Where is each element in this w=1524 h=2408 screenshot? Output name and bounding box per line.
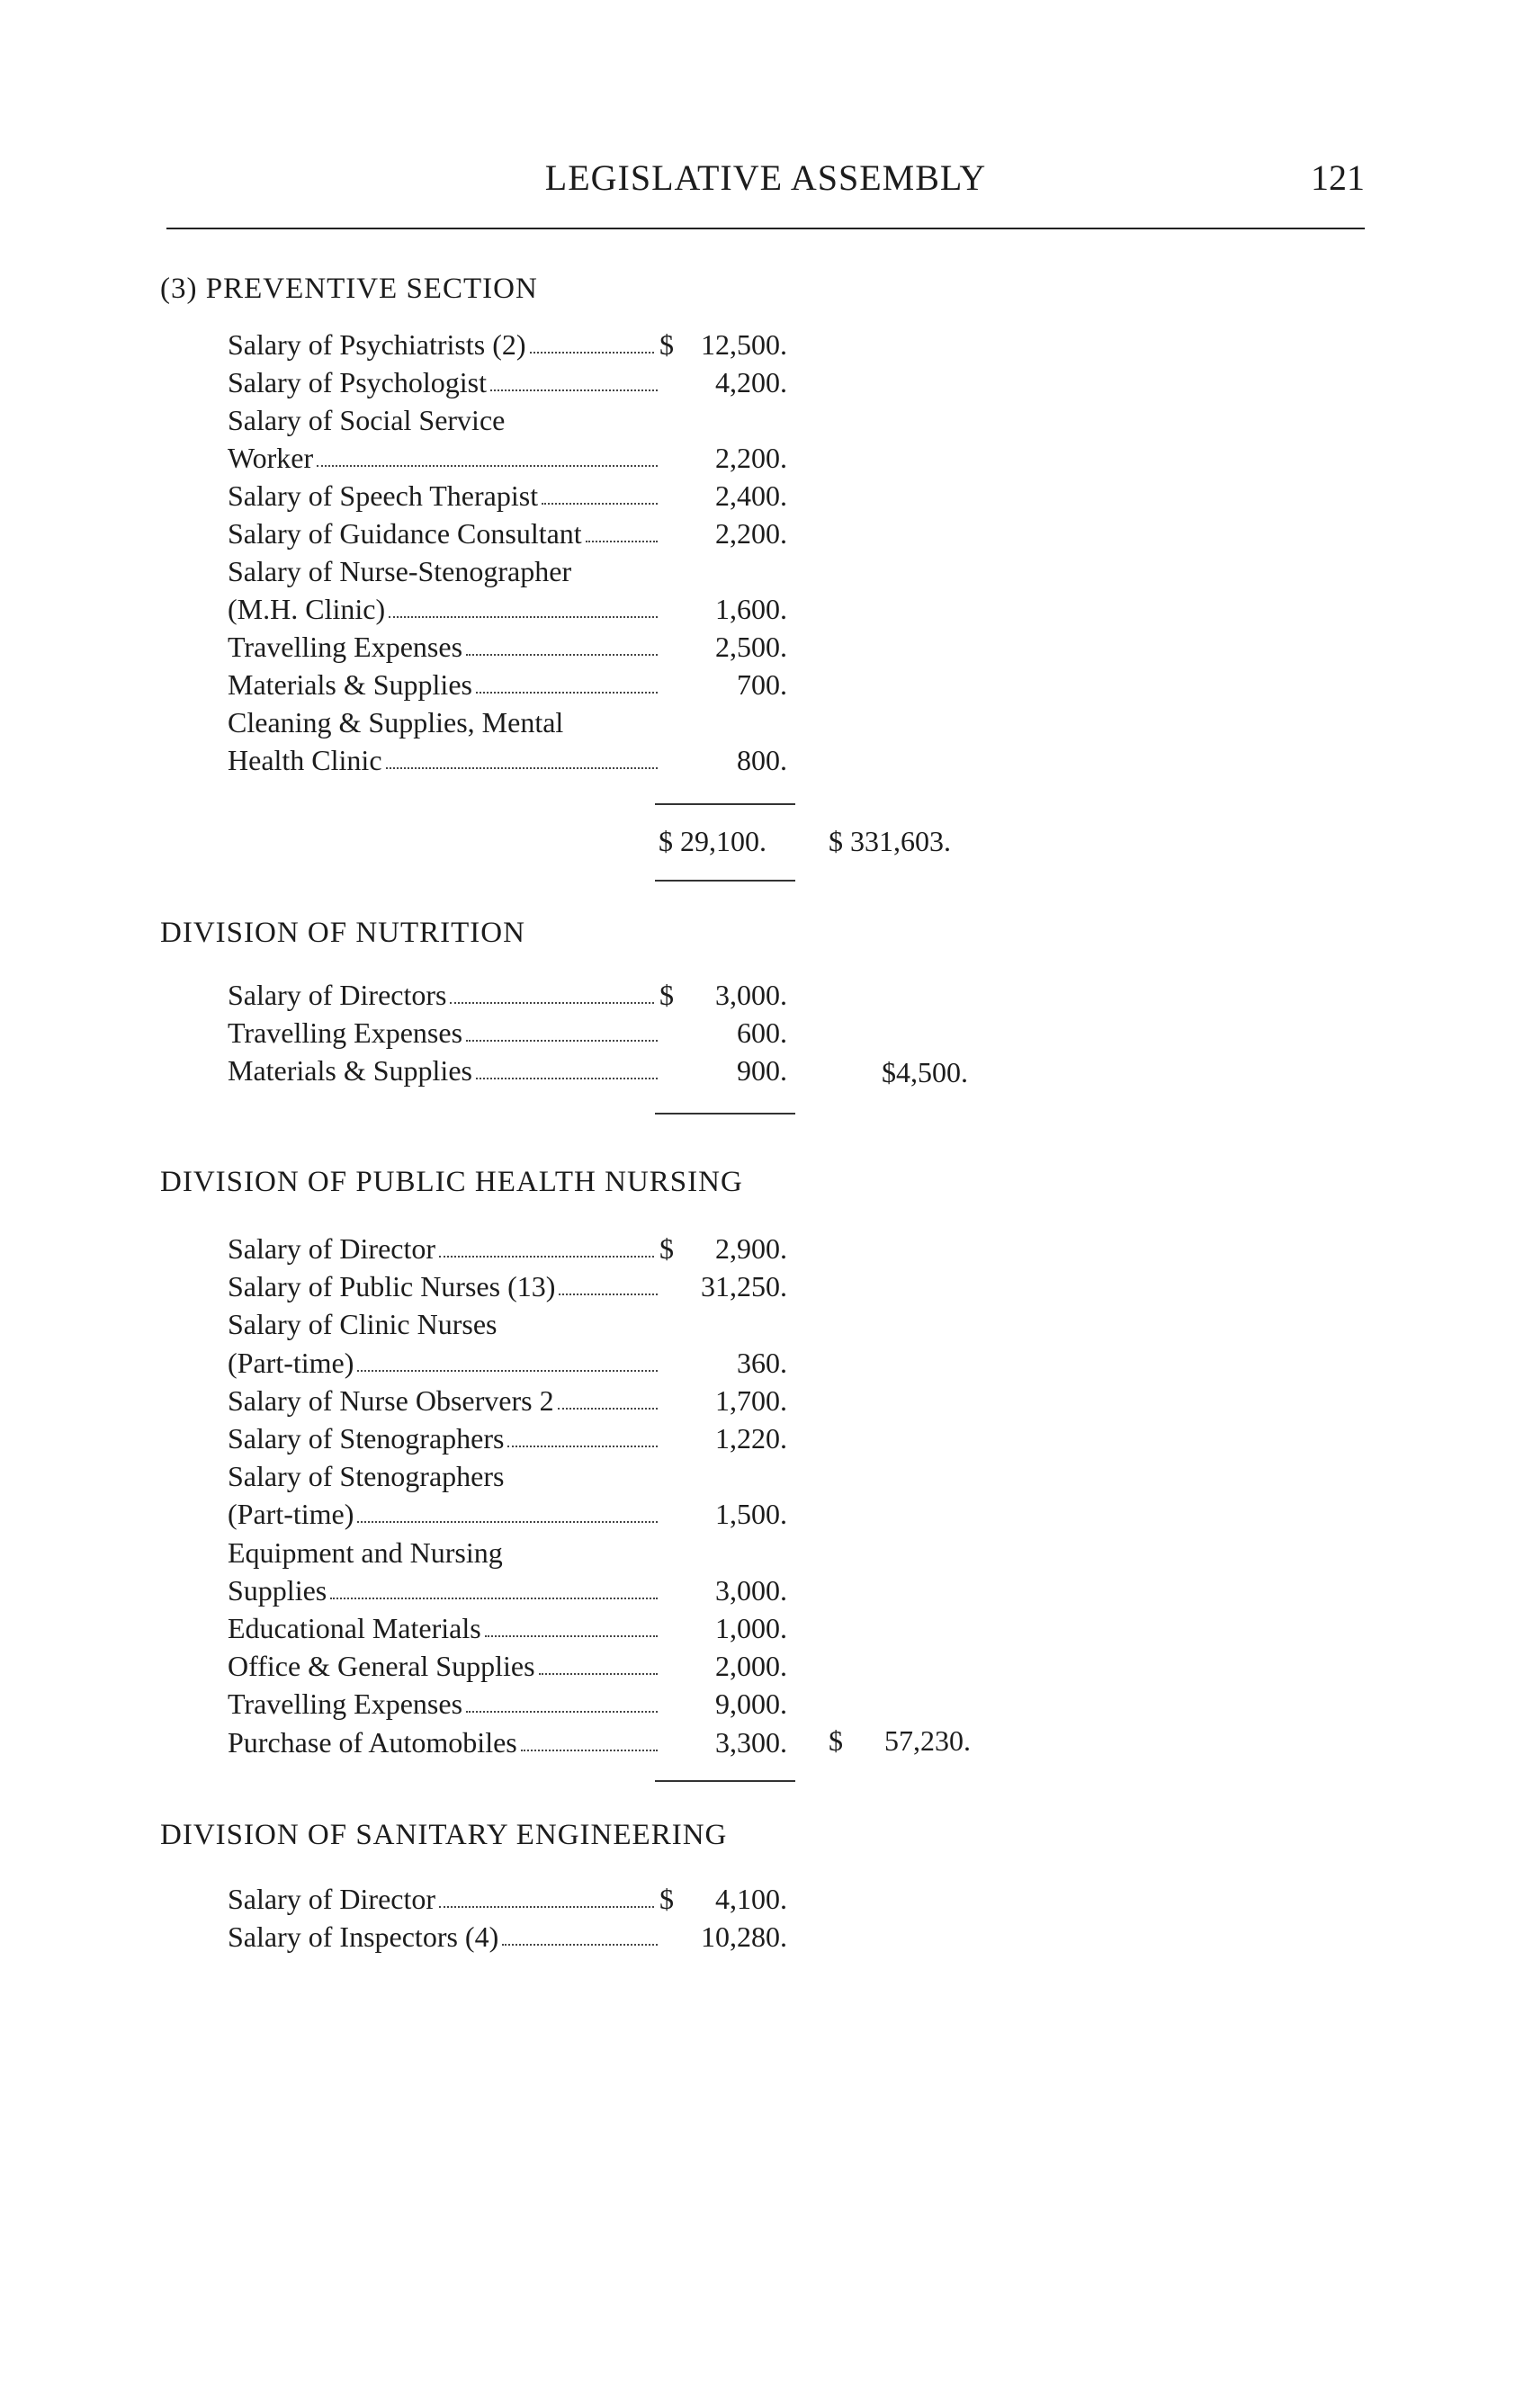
line-item (228, 328, 796, 364)
line-item-label: (Part-time) (228, 1498, 354, 1531)
leader-dots (559, 1294, 658, 1295)
line-item-label: Purchase of Automobiles (228, 1725, 517, 1759)
line-item-label: Salary of Clinic Nurses (228, 1308, 498, 1341)
leader-dots (521, 1750, 658, 1751)
line-item-label: Travelling Expenses (228, 1687, 463, 1721)
line-item-label: Educational Materials (228, 1612, 481, 1644)
preventive-total: $ 331,603. (829, 825, 951, 857)
line-item (228, 1650, 796, 1686)
leader-dots (466, 654, 658, 656)
subtotal-rule-lower (655, 880, 795, 882)
line-item (228, 555, 796, 591)
nursing-rule (655, 1780, 795, 1782)
leader-dots (317, 465, 658, 467)
line-item-label: Salary of Directors (228, 979, 447, 1011)
line-item-label: Salary of Social Service (228, 404, 506, 436)
section-heading-preventive: (3) PREVENTIVE SECTION (160, 273, 538, 305)
leader-dots (357, 1521, 658, 1523)
leader-dots (558, 1408, 658, 1410)
line-item-label: Supplies (228, 1573, 327, 1607)
line-item-amount: 4,100. (715, 1883, 787, 1915)
line-item-amount: 1,700. (715, 1383, 787, 1417)
line-item (228, 1232, 796, 1268)
section-heading-nutrition: DIVISION OF NUTRITION (160, 917, 525, 949)
line-item-amount: 3,300. (715, 1725, 787, 1759)
line-item-amount: 2,200. (715, 517, 787, 550)
line-item-amount: 2,400. (715, 479, 787, 512)
line-item-amount: 4,200. (715, 366, 787, 398)
leader-dots (466, 1040, 658, 1042)
line-item-amount: 1,220. (715, 1422, 787, 1455)
line-item-label: Salary of Director (228, 1232, 436, 1265)
line-item (228, 1687, 796, 1723)
nutrition-total: $4,500. (882, 1056, 968, 1088)
line-item-amount: 2,000. (715, 1650, 787, 1683)
line-item (228, 979, 796, 1015)
line-item-label: Salary of Nurse Observers 2 (228, 1383, 554, 1417)
line-item (228, 404, 796, 440)
nursing-total: 57,230. (884, 1724, 971, 1757)
line-item-label: Salary of Psychologist (228, 366, 487, 398)
line-item-label: (Part-time) (228, 1346, 354, 1379)
line-item-amount: 3,000. (715, 1573, 787, 1607)
line-item-label: Travelling Expenses (228, 1016, 463, 1049)
line-item-label: Salary of Director (228, 1883, 436, 1915)
leader-dots (507, 1446, 658, 1447)
page-title: LEGISLATIVE ASSEMBLY (544, 157, 987, 198)
line-item-label: Salary of Nurse-Stenographer (228, 555, 572, 587)
leader-dots (450, 1002, 654, 1004)
line-item-label: Materials & Supplies (228, 1054, 472, 1087)
line-item (228, 1498, 796, 1534)
line-item (228, 479, 796, 515)
line-item (228, 442, 796, 478)
line-item (228, 631, 796, 667)
line-item-label: Salary of Stenographers (228, 1460, 505, 1493)
line-item-label: Salary of Inspectors (4) (228, 1920, 499, 1953)
line-item (228, 1384, 796, 1420)
preventive-subtotal: $ 29,100. (659, 825, 766, 857)
leader-dots (490, 389, 658, 391)
nursing-total-dollar: $ (829, 1724, 843, 1757)
line-item-label: Health Clinic (228, 744, 382, 776)
leader-dots (476, 1078, 658, 1079)
leader-dots (439, 1906, 654, 1908)
line-item-label: Travelling Expenses (228, 631, 463, 663)
line-item-label: Materials & Supplies (228, 668, 472, 701)
line-item-label: Cleaning & Supplies, Mental (228, 706, 564, 739)
line-item (228, 1054, 796, 1090)
line-item-label: Salary of Stenographers (228, 1422, 505, 1455)
page-header (166, 151, 1365, 205)
line-item-amount: 1,000. (715, 1612, 787, 1644)
line-item-label: Salary of Guidance Consultant (228, 517, 582, 550)
line-item (228, 1883, 796, 1919)
line-item (228, 1536, 796, 1572)
leader-dots (502, 1944, 658, 1946)
line-item-label: Office & General Supplies (228, 1650, 535, 1683)
line-item-label: Salary of Speech Therapist (228, 479, 539, 512)
line-item (228, 1308, 796, 1344)
leader-dots (386, 767, 658, 769)
line-item (228, 517, 796, 553)
line-item (228, 744, 796, 780)
section-heading-sanitary: DIVISION OF SANITARY ENGINEERING (160, 1819, 728, 1851)
line-item-amount: 2,200. (715, 442, 787, 474)
line-item-label: Equipment and Nursing (228, 1535, 503, 1569)
line-item (228, 1016, 796, 1052)
line-item-dollar-sign: $ (659, 1232, 674, 1265)
line-item-amount: 12,500. (701, 328, 787, 361)
line-item (228, 1270, 796, 1306)
line-item (228, 1726, 796, 1762)
line-item-label: Worker (228, 442, 314, 474)
leader-dots (357, 1370, 658, 1372)
line-item-amount: 1,600. (715, 593, 787, 625)
leader-dots (542, 503, 658, 505)
leader-dots (389, 616, 658, 618)
line-item (228, 1574, 796, 1610)
line-item-dollar-sign: $ (659, 328, 674, 361)
page-number: 121 (1311, 157, 1365, 198)
line-item-amount: 10,280. (701, 1920, 787, 1953)
line-item-label: (M.H. Clinic) (228, 593, 386, 625)
line-item (228, 1347, 796, 1383)
line-item-amount: 900. (737, 1054, 787, 1087)
line-item-amount: 600. (737, 1016, 787, 1049)
line-item (228, 668, 796, 704)
line-item-amount: 800. (737, 744, 787, 776)
line-item (228, 1920, 796, 1956)
section-heading-nursing: DIVISION OF PUBLIC HEALTH NURSING (160, 1166, 743, 1198)
leader-dots (476, 692, 658, 694)
line-item (228, 1422, 796, 1458)
line-item-amount: 2,900. (715, 1232, 787, 1265)
leader-dots (330, 1598, 658, 1599)
leader-dots (539, 1673, 658, 1675)
leader-dots (439, 1256, 654, 1258)
line-item-dollar-sign: $ (659, 1883, 674, 1915)
line-item-amount: 31,250. (701, 1270, 787, 1303)
leader-dots (466, 1711, 658, 1713)
header-rule (166, 228, 1365, 229)
line-item (228, 593, 796, 629)
line-item (228, 1460, 796, 1496)
line-item-dollar-sign: $ (659, 979, 674, 1011)
nutrition-rule (655, 1113, 795, 1114)
line-item (228, 706, 796, 742)
line-item-amount: 700. (737, 668, 787, 701)
line-item-amount: 3,000. (715, 979, 787, 1011)
line-item (228, 1612, 796, 1648)
leader-dots (586, 541, 658, 542)
line-item-label: Salary of Public Nurses (13) (228, 1270, 556, 1303)
line-item-amount: 2,500. (715, 631, 787, 663)
line-item-label: Salary of Psychiatrists (2) (228, 328, 526, 361)
leader-dots (530, 352, 654, 354)
leader-dots (485, 1635, 658, 1637)
line-item-amount: 9,000. (715, 1687, 787, 1721)
subtotal-rule (655, 803, 795, 805)
line-item-amount: 1,500. (715, 1498, 787, 1531)
line-item (228, 366, 796, 402)
line-item-amount: 360. (737, 1346, 787, 1379)
